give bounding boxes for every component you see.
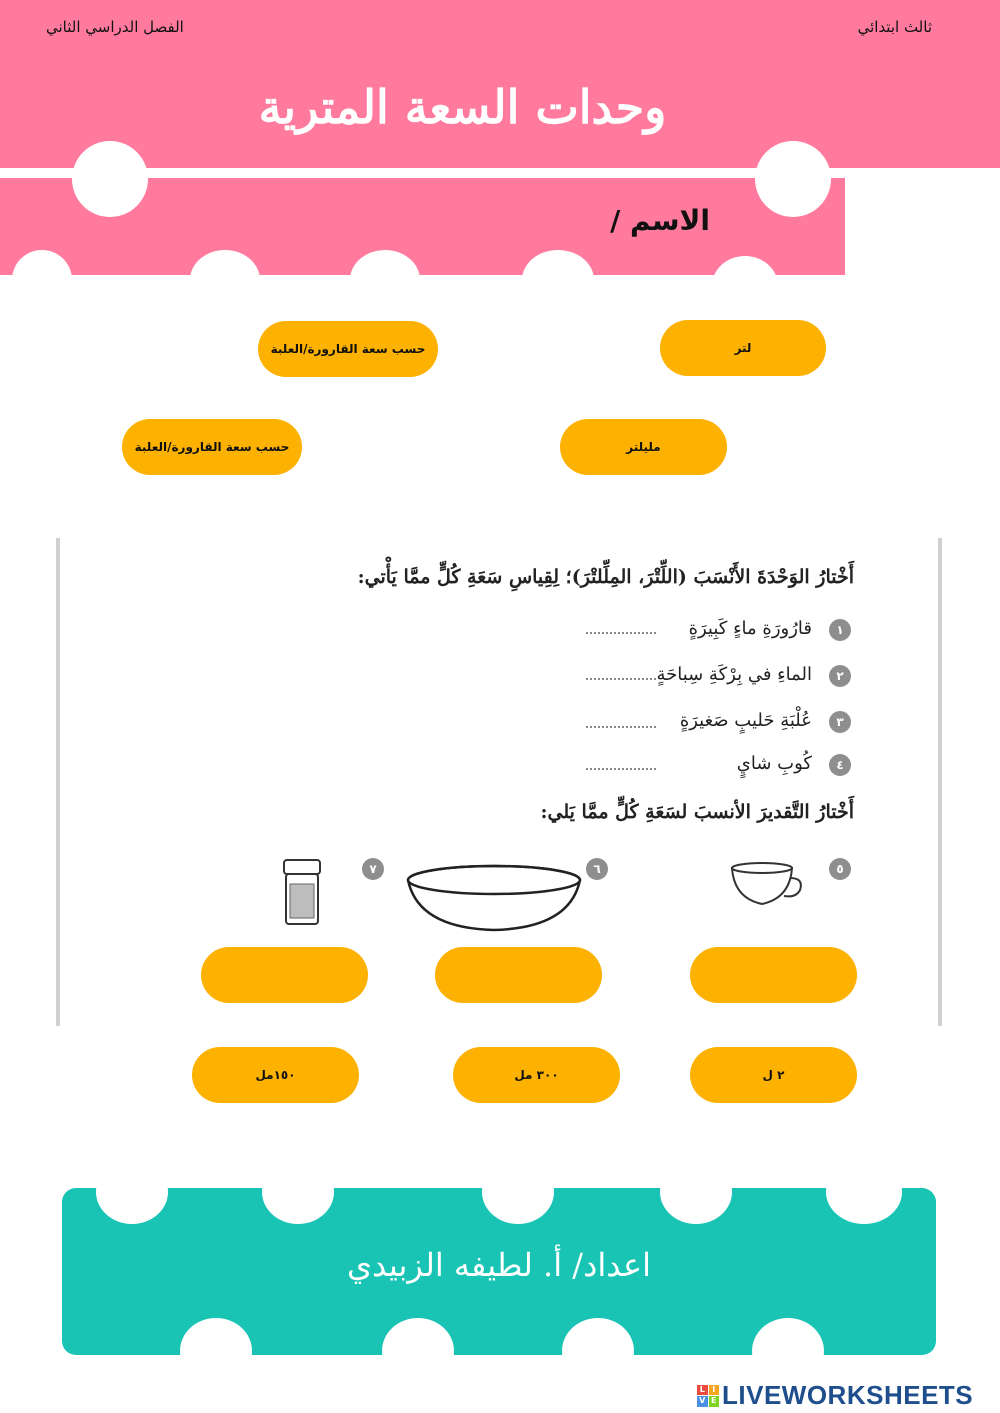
option-bottle-capacity[interactable]: حسب سعة القارورة/العلبة (258, 321, 438, 377)
decor-dot (12, 250, 72, 310)
cup-icon (728, 858, 804, 910)
decor-dot (660, 1160, 732, 1224)
logo-icon: L I V E (697, 1385, 719, 1407)
brand-name: LIVEWORKSHEETS (722, 1380, 974, 1410)
decor-dot (752, 1318, 824, 1384)
answer-dropzone-jar[interactable] (201, 947, 368, 1003)
item-text: عُلْبَةِ حَليبٍ صَغيرَةٍ (679, 710, 812, 731)
bowl-icon (404, 862, 584, 934)
instruction-2: أَخْتارُ التَّقديرَ الأنسبَ لسَعَةِ كُلٍّ ممَّا يَلي: (540, 801, 854, 823)
decor-dot (190, 250, 260, 310)
item-text: قارُورَةِ ماءٍ كَبِيرَةٍ (688, 618, 812, 639)
decor-dot (382, 1318, 454, 1384)
answer-line (586, 768, 656, 770)
item-number: ٢ (829, 665, 851, 687)
answer-dropzone-bowl[interactable] (435, 947, 602, 1003)
answer-line (586, 632, 656, 634)
item-number: ٦ (586, 858, 608, 880)
decor-dot (72, 141, 148, 217)
item-number: ٤ (829, 754, 851, 776)
jar-icon (280, 858, 324, 928)
decor-dot (712, 256, 778, 316)
decor-dot (826, 1160, 902, 1224)
option-liter[interactable]: لتر (660, 320, 826, 376)
brand-logo[interactable] (697, 1380, 973, 1411)
decor-dot (755, 141, 831, 217)
semester-label: الفصل الدراسي الثاني (46, 18, 184, 36)
name-label: الاسم / (610, 204, 710, 237)
grade-label: ثالث ابتدائي (857, 18, 932, 36)
decor-dot (96, 1160, 168, 1224)
answer-line (586, 678, 656, 680)
item-number: ١ (829, 619, 851, 641)
estimate-300-ml[interactable]: ٣٠٠ مل (453, 1047, 620, 1103)
option-bottle-capacity[interactable]: حسب سعة القارورة/العلبة (122, 419, 302, 475)
author-credit: اعداد/ أ. لطيفه الزبيدي (347, 1246, 651, 1284)
instruction-1: أَخْتارُ الوَحْدَةَ الأَنْسَبَ (اللِّتْرَ، المِلِّلتْرَ)؛ لِقِياسِ سَعَةِ كُلٍّ ممَّا يَأْتي: (357, 566, 854, 588)
decor-dot (482, 1160, 554, 1224)
decor-dot (562, 1318, 634, 1384)
option-milliliter[interactable]: مليلتر (560, 419, 727, 475)
decor-dot (180, 1318, 252, 1384)
estimate-2-liters[interactable]: ٢ ل (690, 1047, 857, 1103)
answer-line (586, 726, 656, 728)
item-text: الماءِ في بِرْكَةِ سِباحَةٍ (656, 664, 812, 685)
decor-dot (350, 250, 420, 310)
decor-dot (522, 250, 594, 310)
page-title: وحدات السعة المترية (258, 80, 667, 134)
item-text: كُوبِ شايٍ (736, 753, 812, 774)
estimate-150-ml[interactable]: ١٥٠مل (192, 1047, 359, 1103)
item-number: ٧ (362, 858, 384, 880)
header-divider (0, 168, 1000, 178)
decor-dot (262, 1160, 334, 1224)
item-number: ٥ (829, 858, 851, 880)
answer-dropzone-cup[interactable] (690, 947, 857, 1003)
item-number: ٣ (829, 711, 851, 733)
